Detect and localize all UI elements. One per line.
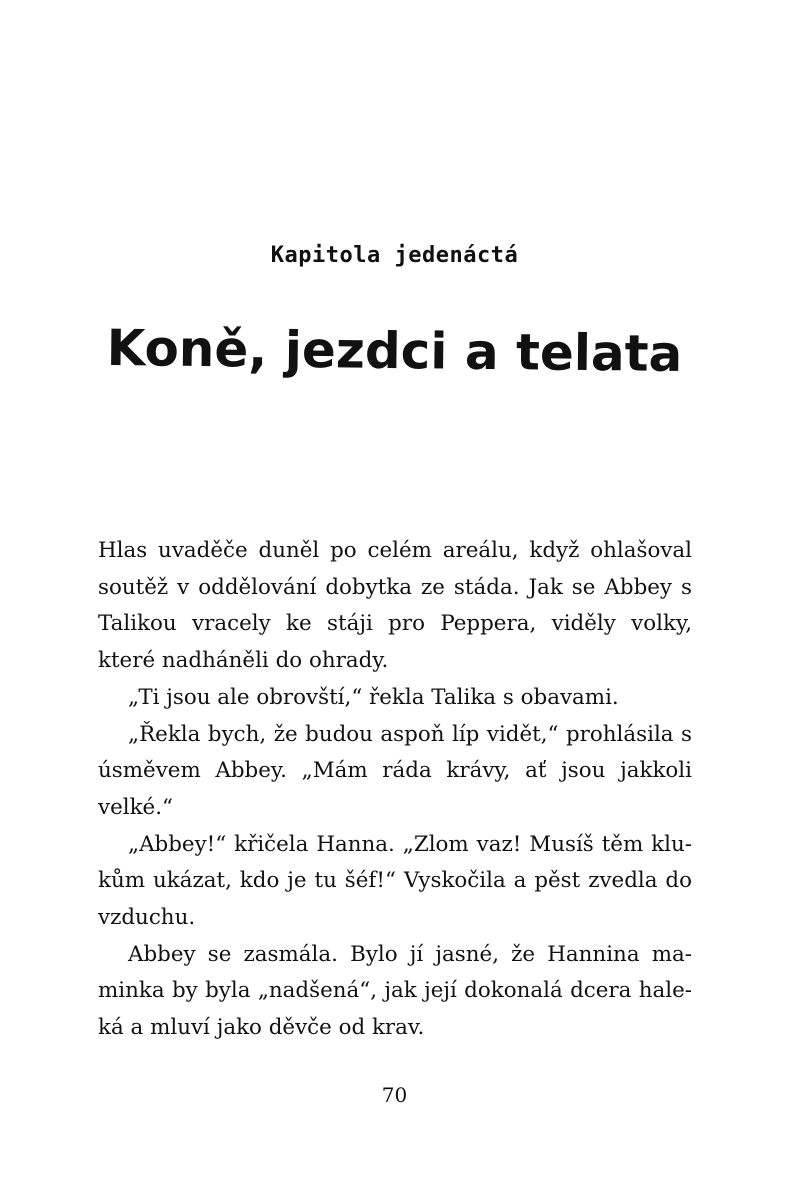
body-text bbox=[98, 533, 692, 1047]
chapter-label: Kapitola jedenáctá bbox=[270, 243, 519, 268]
paragraph: Abbey se zasmála. Bylo jí jasné, že Hannina maminka by byla „nadšená“, jak její dokonalá dcera haleká a mluví jako děvče od krav. bbox=[98, 941, 692, 1041]
paragraph: „Řekla bych, že budou aspoň líp vidět,“ prohlásila s úsměvem Abbey. „Mám ráda krávy, ať jsou jakkoli velké.“ bbox=[98, 721, 692, 820]
paragraph: „Abbey!“ křičela Hanna. „Zlom vaz! Musíš těm klukům ukázat, kdo je tu šéf!“ Vyskočila a pěst zvedla do vzduchu. bbox=[98, 831, 692, 931]
paragraph: Hlas uvaděče duněl po celém areálu, když ohlašoval soutěž v oddělování dobytka ze stáda. Jak se Abbey s Talikou vracely ke stáji pro Peppera, viděly volky, které nadháněli do ohrady. bbox=[98, 538, 692, 674]
chapter-title: Koně, jezdci a telata bbox=[106, 318, 683, 384]
paragraph: „Ti jsou ale obrovští,“ řekla Talika s obavami. bbox=[128, 684, 619, 710]
page-number: 70 bbox=[381, 1083, 408, 1107]
